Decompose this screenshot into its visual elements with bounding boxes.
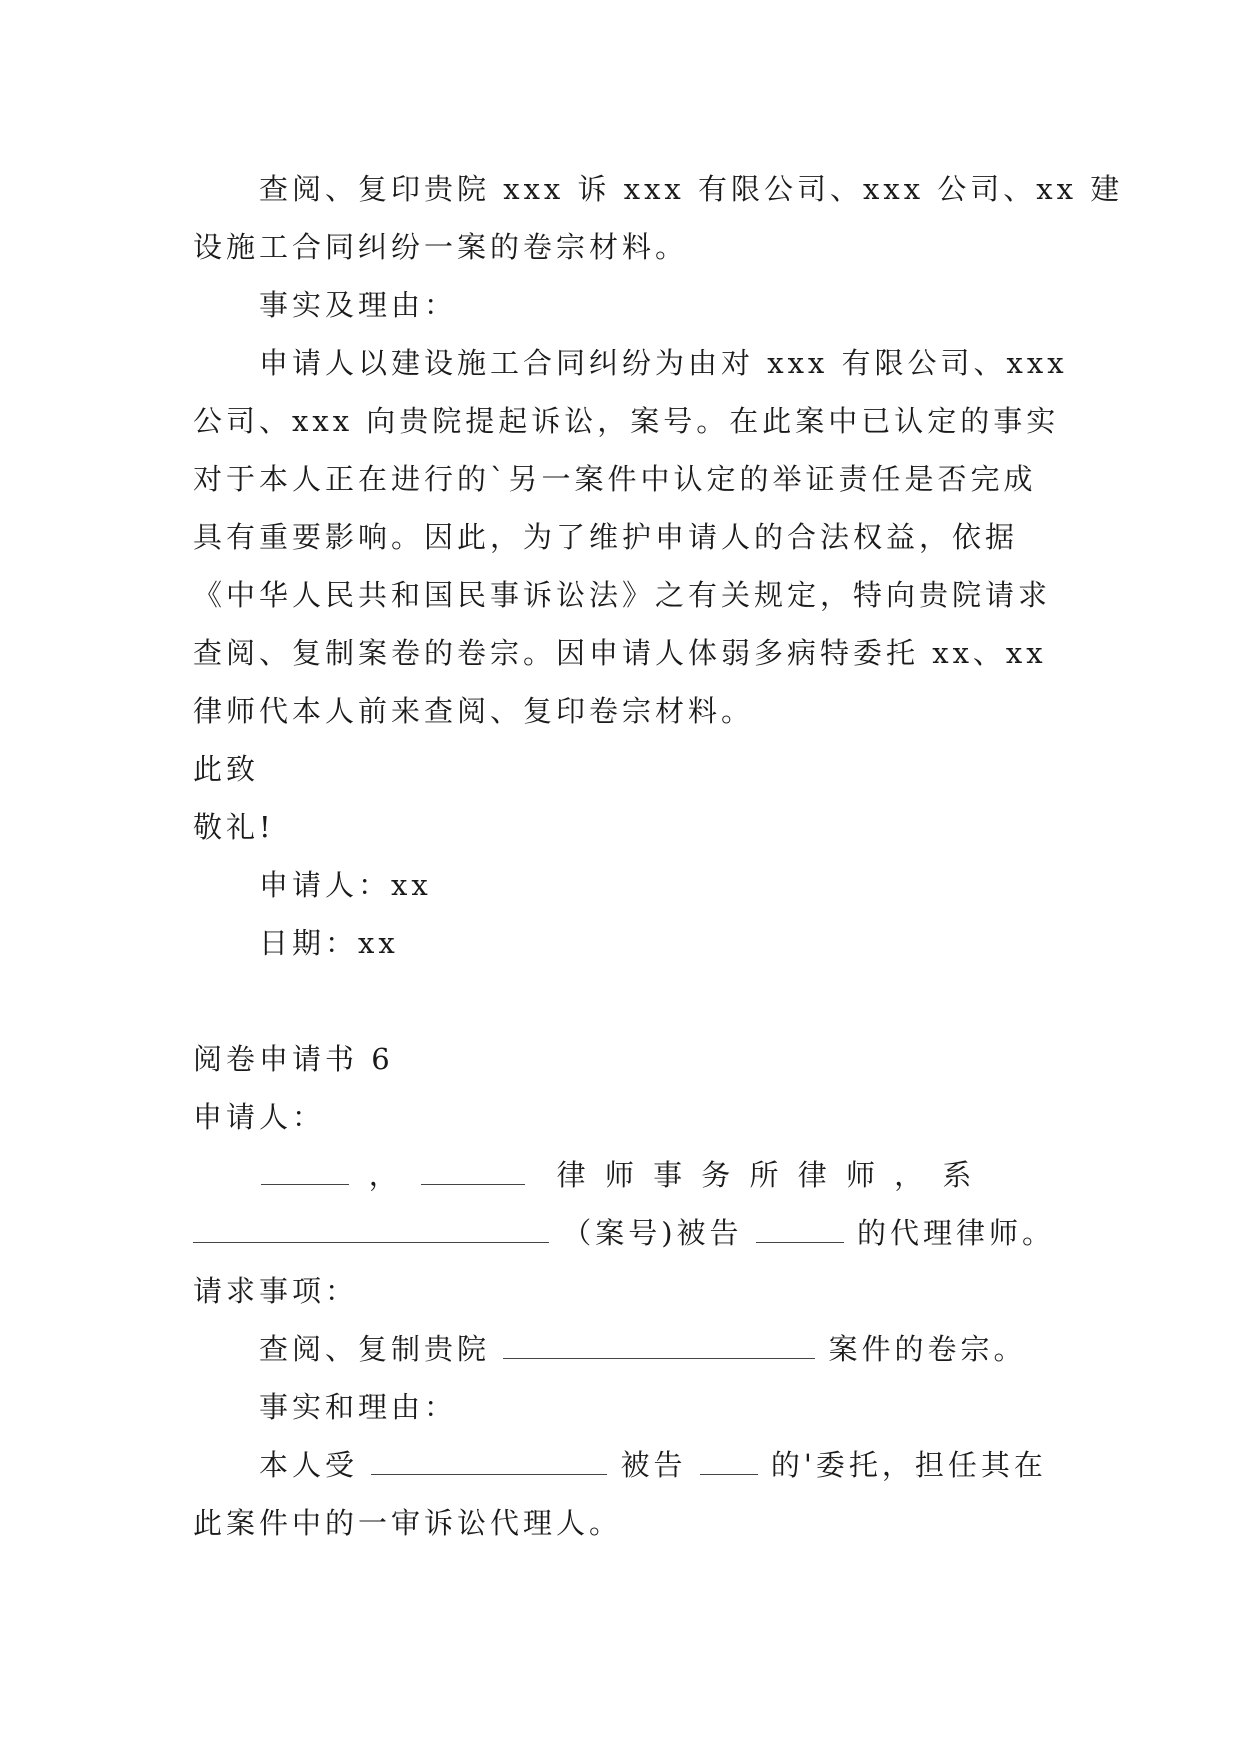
blank-principal [371, 1452, 607, 1475]
law-firm-line [193, 1146, 1055, 1204]
paragraph-line: 律师代本人前来查阅、复印卷宗材料。 [193, 694, 755, 728]
closing-regards: 敬礼! [193, 810, 275, 844]
agent-text: 的代理律师。 [856, 1216, 1055, 1250]
date-line: 日期：xx [259, 926, 399, 960]
spacer [193, 972, 1055, 1030]
applicant-signature: 申请人：xx [259, 868, 432, 902]
paragraph-line: 具有重要影响。因此，为了维护申请人的合法权益，依据 [193, 520, 1019, 554]
blank-defendant [756, 1220, 844, 1243]
law-firm-text: 律 师 事 务 所 律 师 ， 系 [556, 1158, 977, 1192]
comma-text: ， [368, 1158, 402, 1192]
reason-defendant: 被告 [620, 1448, 687, 1482]
blank-law-firm [421, 1162, 525, 1185]
request-line [193, 1320, 1055, 1378]
paragraph-line: 此案件中的一审诉讼代理人。 [193, 1506, 623, 1540]
case-number-text: （案号)被告 [562, 1216, 743, 1250]
reason-prefix: 本人受 [259, 1448, 359, 1482]
request-prefix: 查阅、复制贵院 [259, 1332, 491, 1366]
closing-salutation: 此致 [193, 752, 260, 786]
case-line [193, 1204, 1055, 1262]
blank-case-party [193, 1220, 549, 1243]
blank-lawyer-name [261, 1162, 349, 1185]
reason-line [193, 1436, 1055, 1494]
section-heading: 事实和理由： [259, 1390, 458, 1424]
reason-entrust: 的'委托，担任其在 [770, 1448, 1047, 1482]
request-suffix: 案件的卷宗。 [828, 1332, 1027, 1366]
document-page [193, 160, 1124, 1552]
paragraph-line: 公司、xxx 向贵院提起诉讼，案号。在此案中已认定的事实 [193, 404, 1060, 438]
paragraph-line: 设施工合同纠纷一案的卷宗材料。 [193, 230, 689, 264]
blank-defendant-name [700, 1452, 758, 1475]
paragraph-line: 查阅、复印贵院 xxx 诉 xxx 有限公司、xxx 公司、xx 建 [259, 172, 1124, 206]
paragraph-line: 对于本人正在进行的`另一案件中认定的举证责任是否完成 [193, 462, 1037, 496]
paragraph-line: 查阅、复制案卷的卷宗。因申请人体弱多病特委托 xx、xx [193, 636, 1047, 670]
blank-case-name [503, 1336, 815, 1359]
paragraph-line: 《中华人民共和国民事诉讼法》之有关规定，特向贵院请求 [193, 578, 1052, 612]
section-heading: 请求事项： [193, 1274, 359, 1308]
document-title: 阅卷申请书 6 [193, 1042, 394, 1076]
section-heading: 事实及理由： [259, 288, 458, 322]
paragraph-line: 申请人以建设施工合同纠纷为由对 xxx 有限公司、xxx [259, 346, 1068, 380]
applicant-label: 申请人： [193, 1100, 326, 1134]
